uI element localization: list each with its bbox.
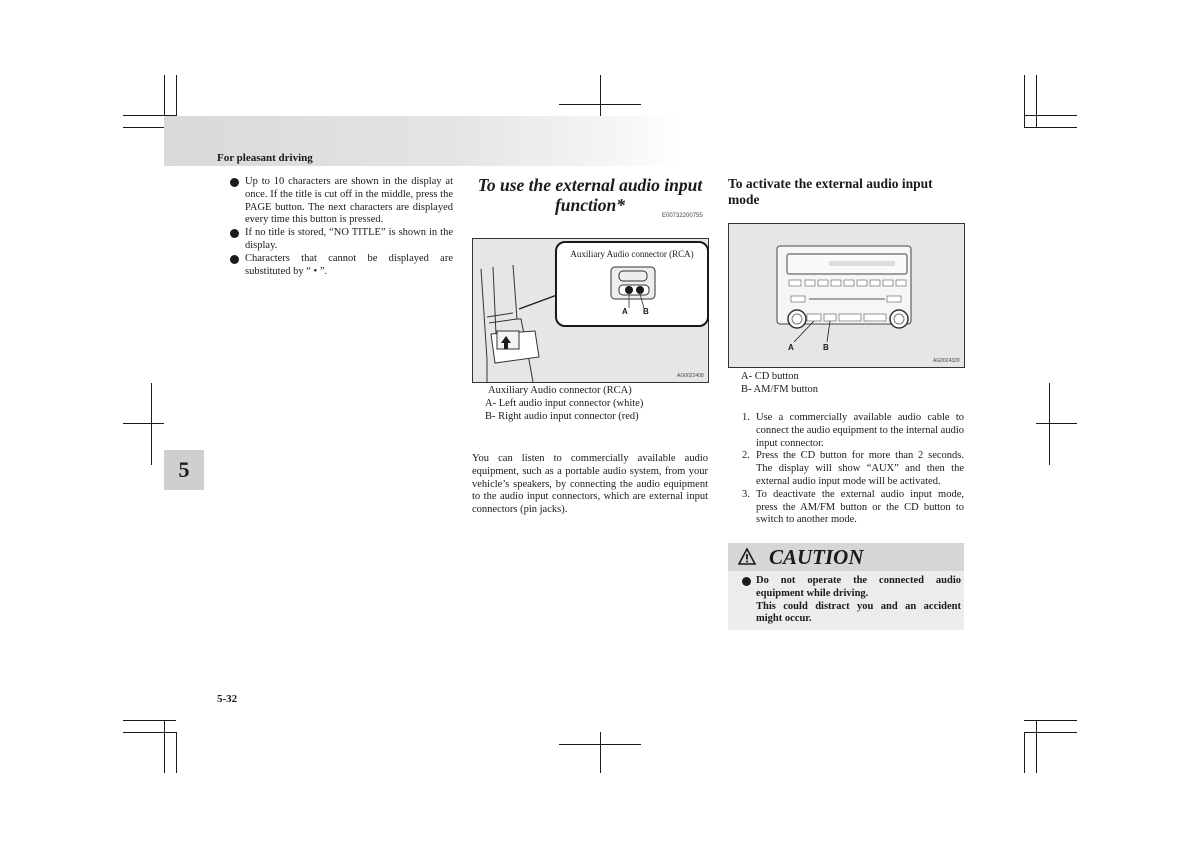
figure-code: AG0024329 [933, 358, 960, 364]
label-a: A [788, 343, 794, 352]
section-title: For pleasant driving [217, 152, 313, 164]
bullet-item: Up to 10 characters are shown in the display at once. If the title is cut off in the middle, press the PAGE button. The next characters are displayed every time this button is pressed. [229, 176, 453, 227]
chapter-number: 5 [178, 457, 190, 482]
caution-item [742, 575, 961, 626]
section-heading-external-audio: To use the external audio input function* [477, 175, 703, 215]
page-number: 5-32 [217, 693, 238, 705]
label-a: A [622, 307, 628, 316]
bullet-icon [230, 178, 239, 187]
callout-label: Auxiliary Audio connector (RCA) [570, 249, 694, 259]
steps-list [742, 412, 964, 527]
figure-caption-title: Auxiliary Audio connector (RCA) [488, 385, 632, 396]
bullet-item: If no title is stored, “NO TITLE” is shown in the display. [229, 227, 453, 253]
legend-a: A- CD button [741, 371, 799, 382]
caution-title: CAUTION [769, 545, 864, 569]
caution-text [742, 575, 961, 626]
legend-b: B- AM/FM button [741, 384, 819, 395]
bullet-icon [742, 577, 751, 586]
label-b: B [643, 307, 649, 316]
caution-warning: Do not operate the connected audio equipment while driving. [756, 575, 961, 599]
figure-caption-a: A- Left audio input connector (white) [485, 398, 644, 409]
bullet-icon [230, 255, 239, 264]
figure-caption-b: B- Right audio input connector (red) [485, 411, 639, 422]
callout-box [555, 241, 709, 327]
figure-code: AG0022408 [677, 373, 704, 379]
reference-code: E00732200755 [662, 213, 703, 219]
left-bullet-list [229, 176, 453, 278]
step-item: 1. Use a commercially available audio cable to connect the audio equipment to the internal audio input connector. [742, 412, 964, 449]
section-heading-activate-mode: To activate the external audio input mode [728, 176, 933, 207]
bullet-item: Characters that cannot be displayed are substituted by “ • ”. [229, 253, 453, 279]
warning-triangle-icon [738, 548, 756, 565]
audio-unit-illustration [729, 224, 964, 367]
figure-audio-unit [728, 223, 965, 368]
bullet-icon [230, 229, 239, 238]
label-b: B [823, 343, 829, 352]
rca-connector-icon [607, 265, 663, 325]
caution-consequence: This could distract you and an accident might occur. [756, 600, 961, 625]
figure-console-connector [472, 238, 709, 383]
step-item: 3. To deactivate the external audio input mode, press the AM/FM button or the CD button to switch to another mode. [742, 488, 964, 526]
step-item: 2. Press the CD button for more than 2 seconds. The display will show “AUX” and then the external audio input mode will be activated. [742, 450, 964, 487]
intro-paragraph: You can listen to commercially available audio equipment, such as a portable audio system, from your vehicle’s speakers, by connecting the audio equipment to the audio input connectors, which are external input connectors (pin jacks). [472, 453, 708, 516]
